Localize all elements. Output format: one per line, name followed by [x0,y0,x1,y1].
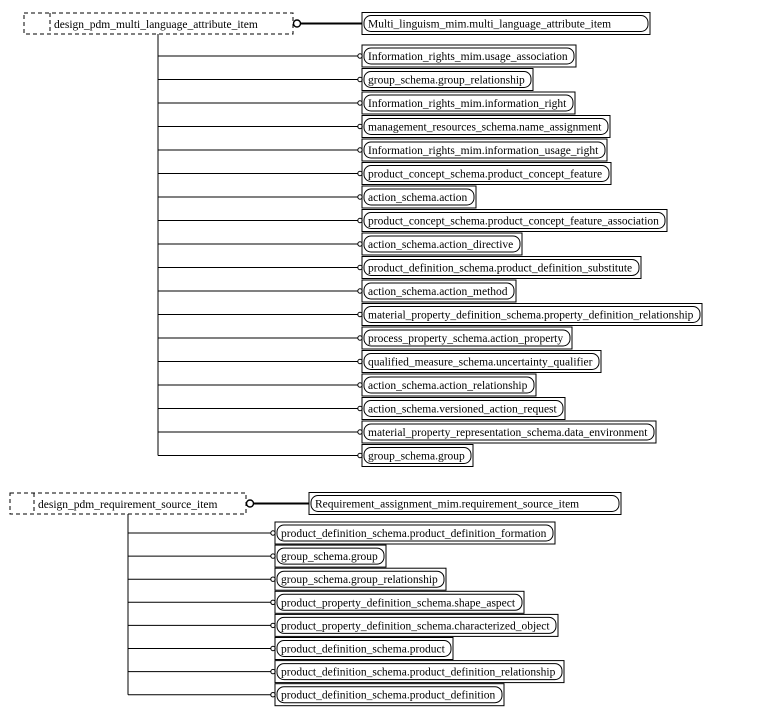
box-label: management_resources_schema.name_assignment [368,121,602,134]
main-link-circle [247,500,254,507]
main-item-box [309,493,621,515]
source-type-label: design_pdm_multi_language_attribute_item [54,19,258,31]
item-box [362,210,667,232]
item-box [362,92,575,114]
item-box [362,45,576,67]
box-label: product_definition_schema.product_definition_substitute [368,262,633,275]
box-label: product_property_definition_schema.characterized_object [281,620,550,633]
box-label: Information_rights_mim.information_right [368,98,567,110]
box-label: product_definition_schema.product [281,643,445,656]
item-box [362,233,522,255]
box-label: product_concept_schema.product_concept_feature [368,168,603,181]
item-box [362,257,641,279]
item-box [362,139,607,161]
item-box [362,421,656,443]
item-box [362,351,601,373]
box-label: product_property_definition_schema.shape_aspect [281,597,516,610]
box-label: material_property_representation_schema.data_environment [368,427,648,439]
source-type-label: design_pdm_requirement_source_item [38,499,218,511]
item-box [275,522,555,544]
item-box [275,568,446,590]
item-box [275,545,386,567]
item-box [362,304,702,326]
main-link-circle [294,20,301,27]
box-label: process_property_schema.action_property [368,333,564,345]
box-label: group_schema.group_relationship [281,574,438,587]
item-box [362,374,536,396]
box-label: product_definition_schema.product_definition_formation [281,528,547,540]
item-box [275,684,504,706]
source-type-box [24,13,293,34]
main-item-box [362,13,650,35]
box-label: group_schema.group_relationship [368,74,525,87]
box-label: product_concept_schema.product_concept_feature_association [368,215,659,228]
item-box [362,186,476,208]
box-label: Information_rights_mim.information_usage_right [368,145,599,157]
item-box [362,69,533,91]
box-label: material_property_definition_schema.property_definition_relationship [368,309,694,322]
item-box [362,116,610,138]
item-box [275,638,453,660]
box-label: action_schema.action [368,192,468,204]
select-diagram-2 [10,493,309,697]
select-diagram-1 [24,13,362,458]
item-box [362,163,611,185]
box-label: Information_rights_mim.usage_association [368,51,568,63]
box-label: product_definition_schema.product_definition [281,689,496,702]
box-label: qualified_measure_schema.uncertainty_qualifier [368,356,593,369]
item-box [362,280,516,302]
box-label: action_schema.action_relationship [368,380,528,392]
item-box [275,591,524,613]
source-type-box [10,493,246,514]
box-label: Multi_linguism_mim.multi_language_attribute_item [368,18,612,31]
box-label: Requirement_assignment_mim.requirement_source_item [315,498,580,511]
box-label: action_schema.versioned_action_request [368,403,557,416]
item-box [275,661,564,683]
box-label: product_definition_schema.product_definition_relationship [281,666,556,679]
box-label: action_schema.action_directive [368,239,514,251]
box-label: group_schema.group [368,450,465,463]
item-box [362,398,565,420]
item-box [275,614,558,636]
box-label: group_schema.group [281,551,378,564]
item-box [362,445,473,467]
item-box [362,327,572,349]
box-label: action_schema.action_method [368,286,508,298]
